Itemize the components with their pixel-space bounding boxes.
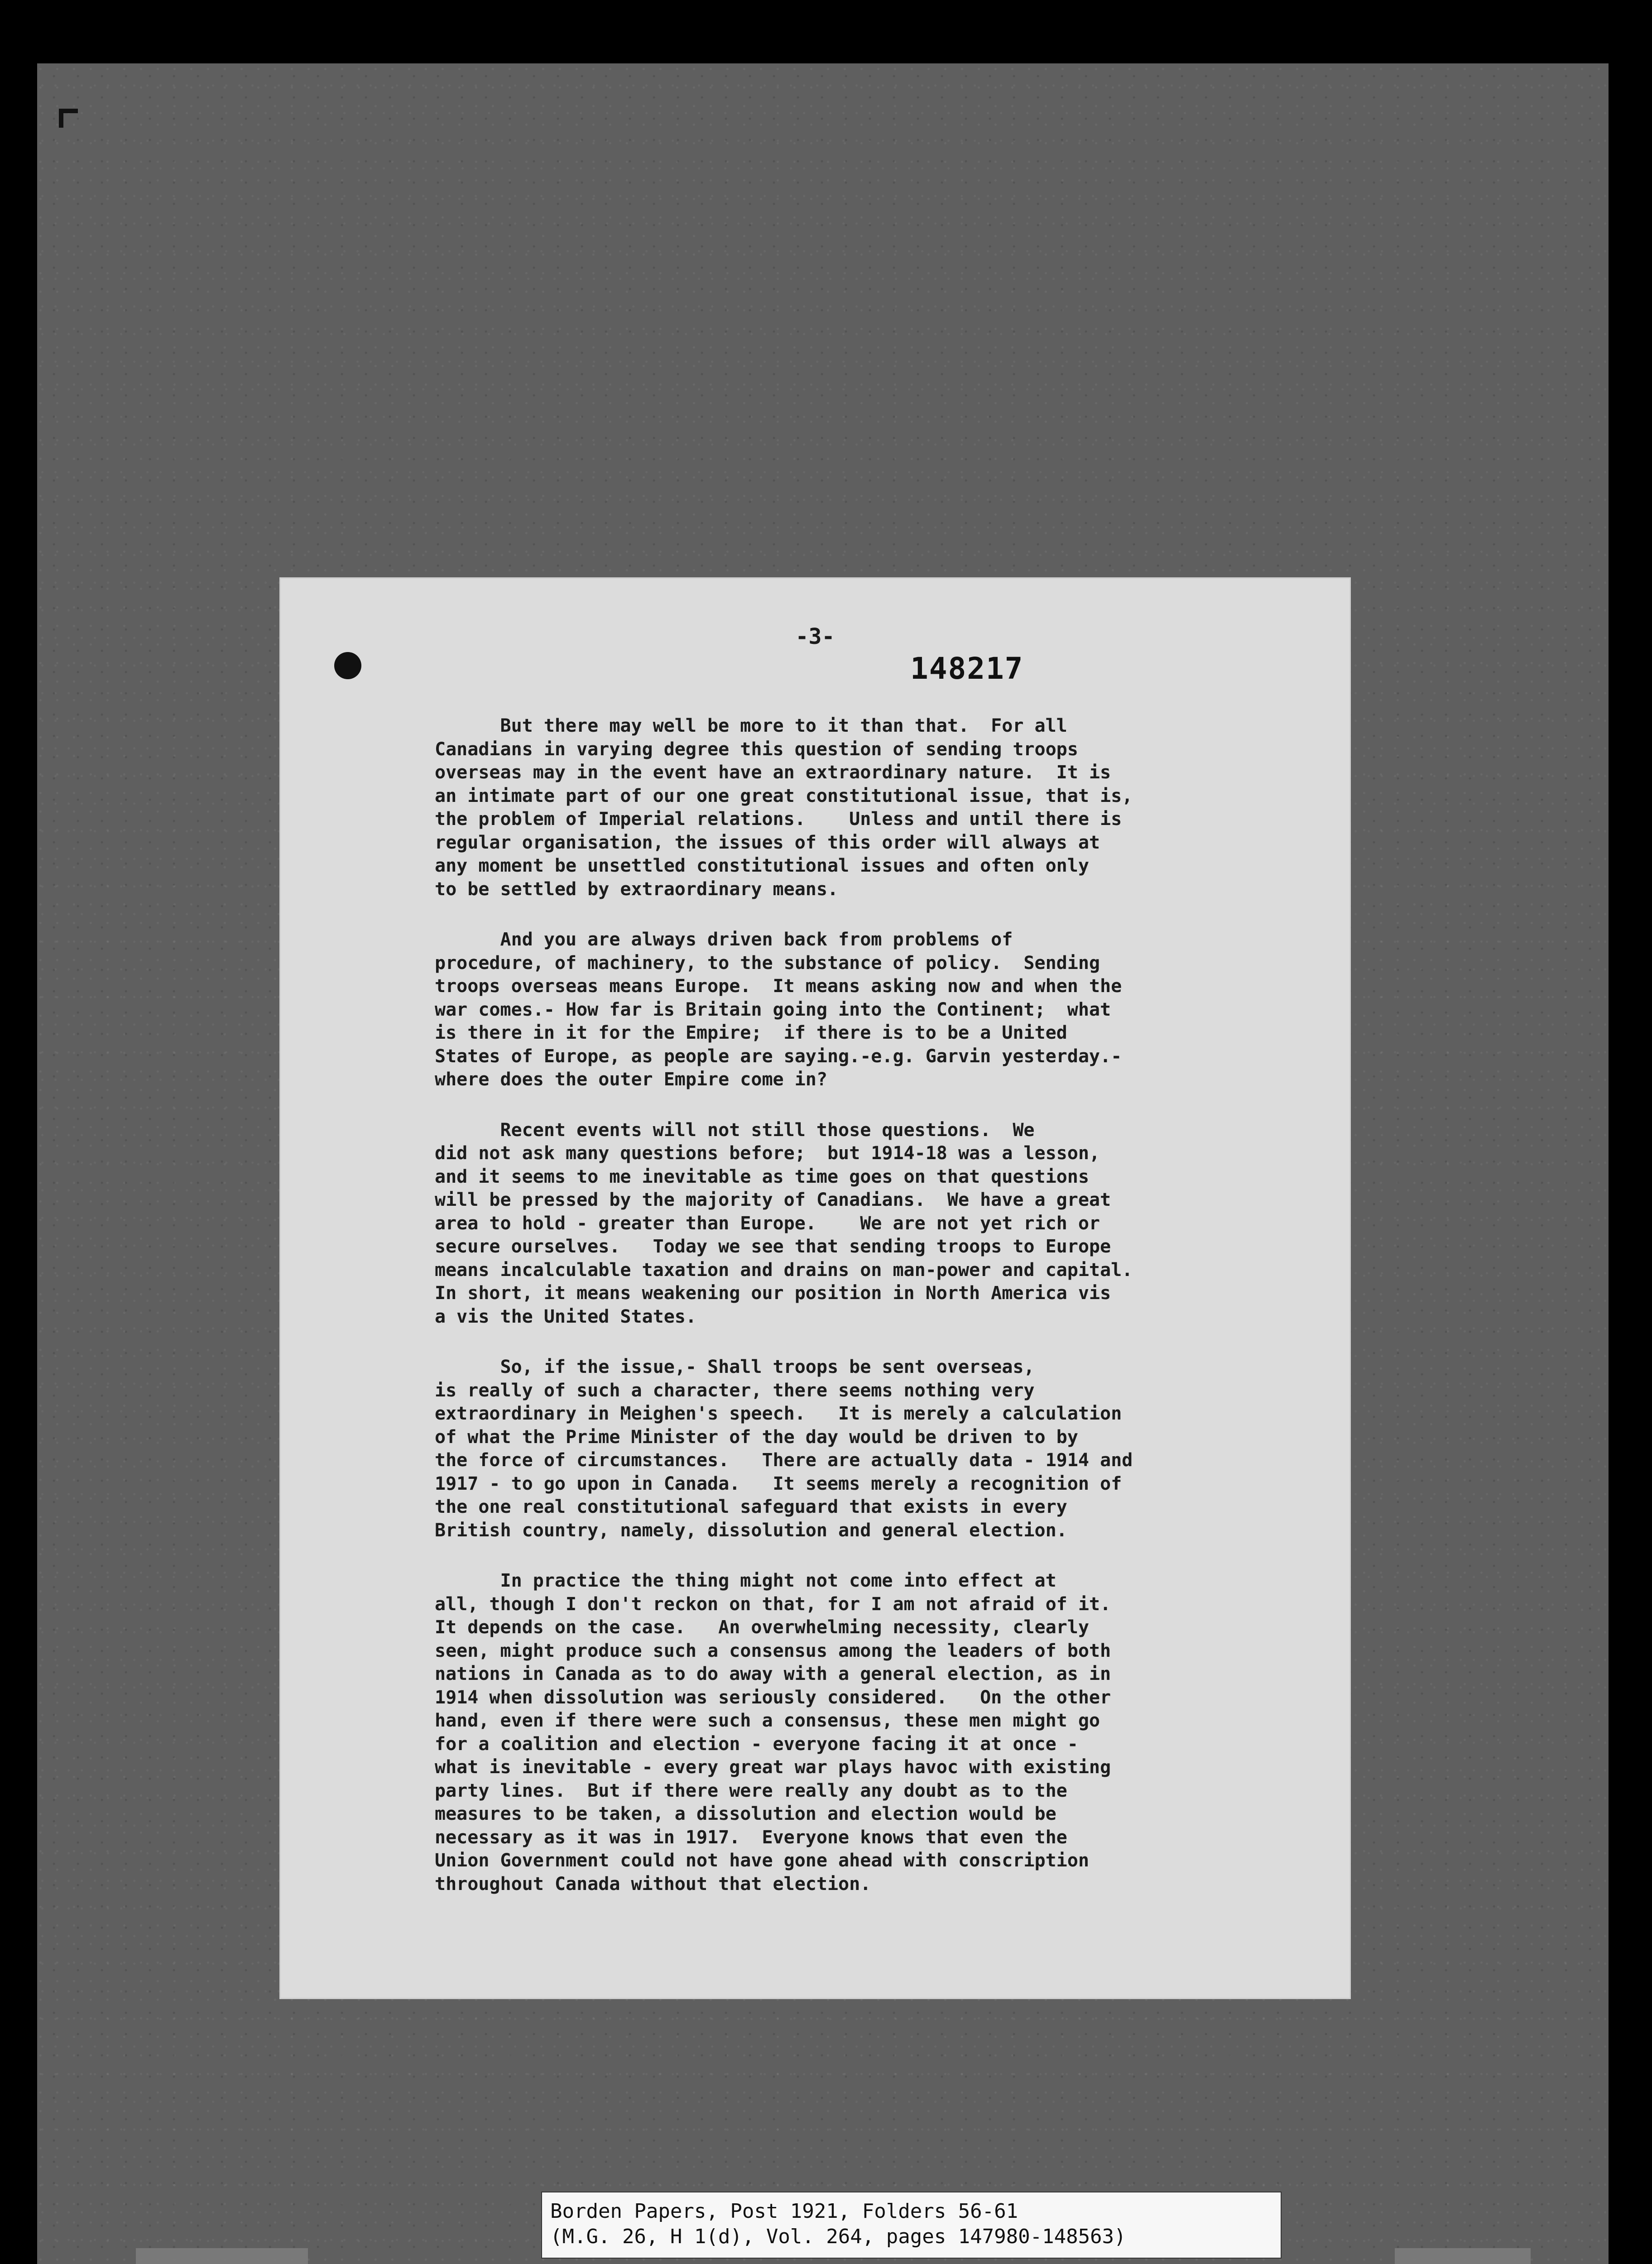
page-number: -3-: [795, 624, 835, 649]
document-body: [435, 715, 1336, 1923]
paragraph-5: In practice the thing might not come into effect at all, though I don't reckon on that, for I am not afraid of it. It depends on the case. An overwhelming necessity, clearly seen, might produce such a consensus among the leaders of both nations in Canada as to do away with a general election, as in 1914 when dissolution was seriously considered. On the other hand, even if there were such a consensus, these men might go for a coalition and election - everyone facing it at once - what is inevitable - every great war plays havoc with existing party lines. But if there were really any doubt as to the measures to be taken, a dissolution and election would be necessary as it was in 1917. Everyone knows that even the Union Government could not have gone ahead with conscription throughout Canada without that election.: [435, 1570, 1111, 1895]
paragraph-4: So, if the issue,- Shall troops be sent overseas, is really of such a character, there seems nothing very extraordinary in Meighen's speech. It is merely a calculation of what the Prime Minister of the day would be driven to by the force of circumstances. There are actually data - 1914 and 1917 - to go upon in Canada. It seems merely a recognition of the one real constitutional safeguard that exists in every British country, namely, dissolution and general election.: [435, 1357, 1133, 1541]
collection-label: [541, 2192, 1282, 2259]
tape-strip-right: [1395, 2248, 1531, 2264]
typed-document-page: [281, 579, 1349, 1998]
paragraph-1: But there may well be more to it than that. For all Canadians in varying degree this question of sending troops overseas may in the event have an extraordinary nature. It is an intimate part of our one great constitutional issue, that is, the problem of Imperial relations. Unless and until there is regular organisation, the issues of this order will always at any moment be unsettled constitutional issues and often only to be settled by extraordinary means.: [435, 715, 1133, 900]
collection-label-line-1: Borden Papers, Post 1921, Folders 56-61: [550, 2200, 1018, 2223]
tape-strip-left: [136, 2248, 308, 2264]
paragraph-2: And you are always driven back from problems of procedure, of machinery, to the substance of policy. Sending troops overseas means Europe. It means asking now and when the war comes.- How far is Britain going into the Continent; what is there in it for the Empire; if there is to be a United States of Europe, as people are saying.-e.g. Garvin yesterday.- where does the outer Empire come in?: [435, 929, 1122, 1090]
collection-label-line-2: (M.G. 26, H 1(d), Vol. 264, pages 147980-148563): [550, 2225, 1126, 2248]
paragraph-3: Recent events will not still those questions. We did not ask many questions before; but 1914-18 was a lesson, and it seems to me inevitable as time goes on that questions will be pressed by the majority of Canadians. We have a great area to hold - greater than Europe. We are not yet rich or secure ourselves. Today we see that sending troops to Europe means incalculable taxation and drains on man-power and capital. In short, it means weakening our position in North America vis a vis the United States.: [435, 1119, 1133, 1327]
reference-number: 148217: [910, 651, 1024, 686]
punch-hole: [334, 652, 361, 679]
corner-registration-mark: [59, 109, 78, 128]
